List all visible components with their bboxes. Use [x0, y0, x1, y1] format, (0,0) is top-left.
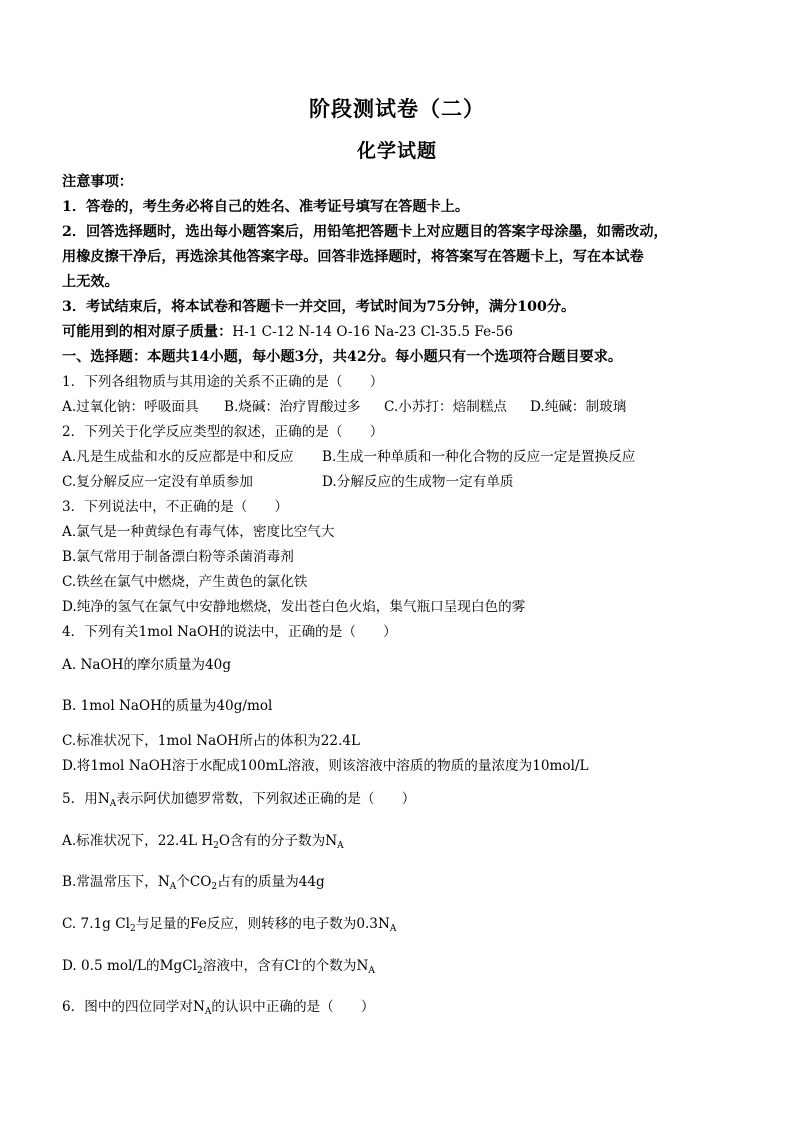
q2-option-a: A.凡是生成盐和水的反应都是中和反应 — [62, 449, 294, 465]
q3-option-b: B.氯气常用于制备漂白粉等杀菌消毒剂 — [62, 549, 294, 565]
na-symbol: N — [325, 833, 338, 849]
cl2-subscript: 2 — [129, 924, 136, 934]
note-3: 3．考试结束后，将本试卷和答题卡一并交回，考试时间为75分钟，满分100分。 — [62, 299, 576, 315]
q5-b-pre: B.常温常压下， — [62, 874, 158, 890]
q1-option-d: D.纯碱：制玻璃 — [530, 399, 627, 415]
q5-d-post: 的个数为 — [302, 958, 357, 974]
page-title: 阶段测试卷（二） — [309, 96, 485, 121]
q5-option-c — [62, 915, 396, 933]
q5-stem — [62, 790, 415, 808]
q4-option-d: D.将1mol NaOH溶于水配成100mL溶液，则该溶液中溶质的物质的量浓度为10mol/L — [62, 758, 589, 774]
atomic-mass-values: H-1 C-12 N-14 O-16 Na-23 Cl-35.5 Fe-56 — [232, 324, 514, 340]
q4-option-b: B. 1mol NaOH的质量为40g/mol — [62, 698, 273, 714]
q4-stem: 4．下列有关1mol NaOH的说法中，正确的是（ ） — [62, 624, 397, 640]
q5-a-pre: A.标准状况下，22.4L H — [62, 833, 214, 849]
q6-stem-post: 的认识中正确的是（ ） — [211, 999, 375, 1015]
q6-stem-pre: 6．图中的四位同学对 — [62, 999, 193, 1015]
q5-option-b — [62, 873, 325, 891]
na-symbol: N — [97, 791, 110, 807]
h2o-subscript: 2 — [213, 841, 219, 851]
atomic-mass-label: 可能用到的相对原子质量： — [62, 324, 233, 340]
na-subscript: A — [169, 882, 177, 892]
q6-stem — [62, 998, 375, 1016]
q5-d-pre: D. 0.5 mol/L的MgCl — [62, 958, 197, 974]
atomic-mass-line — [62, 323, 513, 341]
na-subscript: A — [204, 1007, 212, 1017]
q1-option-b: B.烧碱：治疗胃酸过多 — [224, 399, 361, 415]
q5-a-mid: O含有的分子数为 — [218, 833, 326, 849]
q5-option-d — [62, 957, 375, 975]
notes-heading: 注意事项： — [62, 174, 133, 190]
section-1-heading: 一、选择题：本题共14小题，每小题3分，共42分。每小题只有一个选项符合题目要求。 — [62, 349, 623, 365]
q4-option-c: C.标准状况下，1mol NaOH所占的体积为22.4L — [62, 733, 361, 749]
q4-option-a: A. NaOH的摩尔质量为40g — [62, 657, 232, 673]
q5-stem-pre: 5．用 — [62, 791, 98, 807]
q5-c-mid: 与足量的Fe反应，则转移的电子数为0.3 — [135, 916, 378, 932]
mgcl2-subscript: 2 — [197, 966, 203, 976]
na-subscript: A — [109, 799, 117, 809]
q5-d-mid: 溶液中，含有Cl — [202, 958, 300, 974]
note-2-line-3: 上无效。 — [62, 274, 119, 290]
na-symbol: N — [193, 999, 205, 1015]
q3-option-d: D.纯净的氢气在氯气中安静地燃烧，发出苍白色火焰，集气瓶口呈现白色的雾 — [62, 599, 526, 615]
page-subtitle: 化学试题 — [356, 140, 437, 162]
co2-subscript: 2 — [211, 882, 218, 892]
q5-b-mid: 个CO — [176, 874, 212, 890]
q2-option-d: D.分解反应的生成物一定有单质 — [322, 474, 514, 490]
q1-stem: 1．下列各组物质与其用途的关系不正确的是（ ） — [62, 374, 384, 390]
note-2-line-2: 用橡皮擦干净后，再选涂其他答案字母。回答非选择题时，将答案写在答题卡上，写在本试卷 — [62, 249, 644, 265]
q3-option-c: C.铁丝在氯气中燃烧，产生黄色的氯化铁 — [62, 574, 308, 590]
q1-option-a: A.过氧化钠：呼吸面具 — [62, 399, 199, 415]
note-1: 1．答卷的，考生务必将自己的姓名、准考证号填写在答题卡上。 — [62, 199, 470, 215]
q1-option-c: C.小苏打：焙制糕点 — [384, 399, 507, 415]
q3-stem: 3．下列说法中，不正确的是（ ） — [62, 499, 289, 515]
na-subscript: A — [389, 924, 397, 934]
q5-b-post: 占有的质量为44g — [217, 874, 325, 890]
chloride-charge: - — [299, 958, 303, 968]
na-subscript: A — [337, 841, 344, 851]
na-symbol: N — [377, 916, 390, 932]
na-symbol: N — [157, 874, 170, 890]
q2-option-b: B.生成一种单质和一种化合物的反应一定是置换反应 — [322, 449, 636, 465]
na-symbol: N — [356, 958, 369, 974]
q5-c-pre: C. 7.1g Cl — [62, 916, 130, 932]
note-2-line-1: 2．回答选择题时，选出每小题答案后，用铅笔把答题卡上对应题目的答案字母涂墨，如需改动， — [62, 224, 668, 240]
q2-option-c: C.复分解反应一定没有单质参加 — [62, 474, 253, 490]
q5-option-a — [62, 832, 344, 850]
q5-stem-post: 表示阿伏加德罗常数，下列叙述正确的是（ ） — [116, 791, 416, 807]
q2-stem: 2．下列关于化学反应类型的叙述，正确的是（ ） — [62, 424, 384, 440]
na-subscript: A — [368, 966, 375, 976]
q3-option-a: A.氯气是一种黄绿色有毒气体，密度比空气大 — [62, 524, 335, 540]
